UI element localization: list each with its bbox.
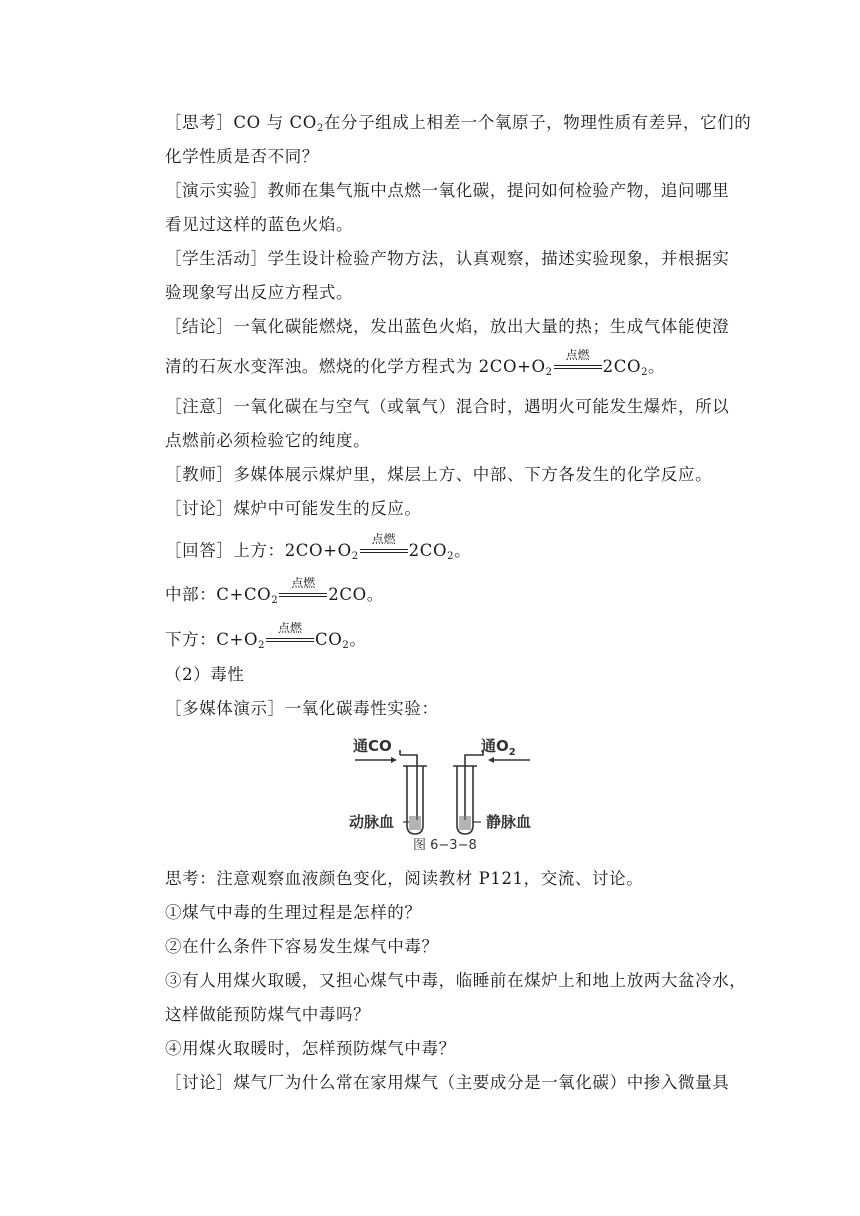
reaction-condition-arrow: 点燃 — [266, 630, 314, 650]
figure-label-venous: 静脉血 — [486, 813, 532, 831]
paragraph-teacher: ［教师］多媒体展示煤炉里，煤层上方、中部、下方各发生的化学反应。 — [165, 465, 713, 484]
paragraph-caution: ［注意］一氧化碳在与空气（或氧气）混合时，遇明火可能发生爆炸，所以 — [165, 397, 730, 416]
section-toxicity: （2）毒性 — [165, 665, 245, 684]
equation-middle: 中部：$C+CO_2$ 点燃 2CO。 — [165, 576, 384, 606]
paragraph-demo: ［演示实验］教师在集气瓶中点燃一氧化碳，提问如何检验产物，追问哪里 — [165, 181, 730, 200]
figure-caption: 图 6−3−8 — [413, 838, 477, 853]
reaction-condition-arrow: 点燃 — [279, 585, 327, 605]
paragraph-discussion2: ［讨论］煤气厂为什么常在家用煤气（主要成分是一氧化碳）中掺入微量具 — [165, 1073, 730, 1092]
question-2: ②在什么条件下容易发生煤气中毒？ — [165, 937, 439, 956]
paragraph-conclusion: ［结论］一氧化碳能燃烧，发出蓝色火焰，放出大量的热；生成气体能使澄 — [165, 317, 730, 336]
paragraph-think: ［思考］CO 与 $CO_2$在分子组成上相差一个氧原子，物理性质有差异，它们的 — [165, 113, 752, 134]
reaction-condition-arrow: 点燃 — [554, 357, 602, 377]
paragraph-multimedia: ［多媒体演示］一氧化碳毒性实验： — [165, 699, 439, 718]
equation-top: ［回答］上方：$2CO+O_2$ 点燃 $2CO_2$。 — [165, 532, 472, 562]
equation-combustion: 清的石灰水变浑浊。燃烧的化学方程式为 $2CO+O_2$ 点燃 $2CO_2$。 — [165, 348, 666, 378]
question-3: ③有人用煤火取暖，又担心煤气中毒，临睡前在煤炉上和地上放两大盆冷水， — [165, 971, 747, 990]
paragraph-demo-cont: 看见过这样的蓝色火焰。 — [165, 215, 354, 234]
question-1: ①煤气中毒的生理过程是怎样的？ — [165, 903, 422, 922]
paragraph-caution-cont: 点燃前必须检验它的纯度。 — [165, 431, 371, 450]
paragraph-student: ［学生活动］学生设计检验产物方法，认真观察，描述实验现象，并根据实 — [165, 249, 730, 268]
paragraph-student-cont: 验现象写出反应方程式。 — [165, 283, 354, 302]
reaction-condition-arrow: 点燃 — [360, 541, 408, 561]
question-3-cont: 这样做能预防煤气中毒吗？ — [165, 1005, 371, 1024]
experiment-figure — [345, 730, 540, 855]
figure-label-arterial: 动脉血 — [349, 813, 395, 831]
figure-label-o2: 通$O_2$ — [481, 737, 516, 758]
paragraph-think-cont: 化学性质是否不同？ — [165, 147, 319, 166]
test-tube-diagram — [345, 730, 540, 855]
question-4: ④用煤火取暖时，怎样预防煤气中毒？ — [165, 1039, 456, 1058]
figure-label-co: 通CO — [353, 737, 392, 755]
equation-bottom: 下方：$C+O_2$ 点燃 $CO_2$。 — [165, 621, 367, 651]
paragraph-discussion: ［讨论］煤炉中可能发生的反应。 — [165, 499, 422, 518]
paragraph-think2: 思考：注意观察血液颜色变化，阅读教材 P121，交流、讨论。 — [165, 869, 644, 888]
